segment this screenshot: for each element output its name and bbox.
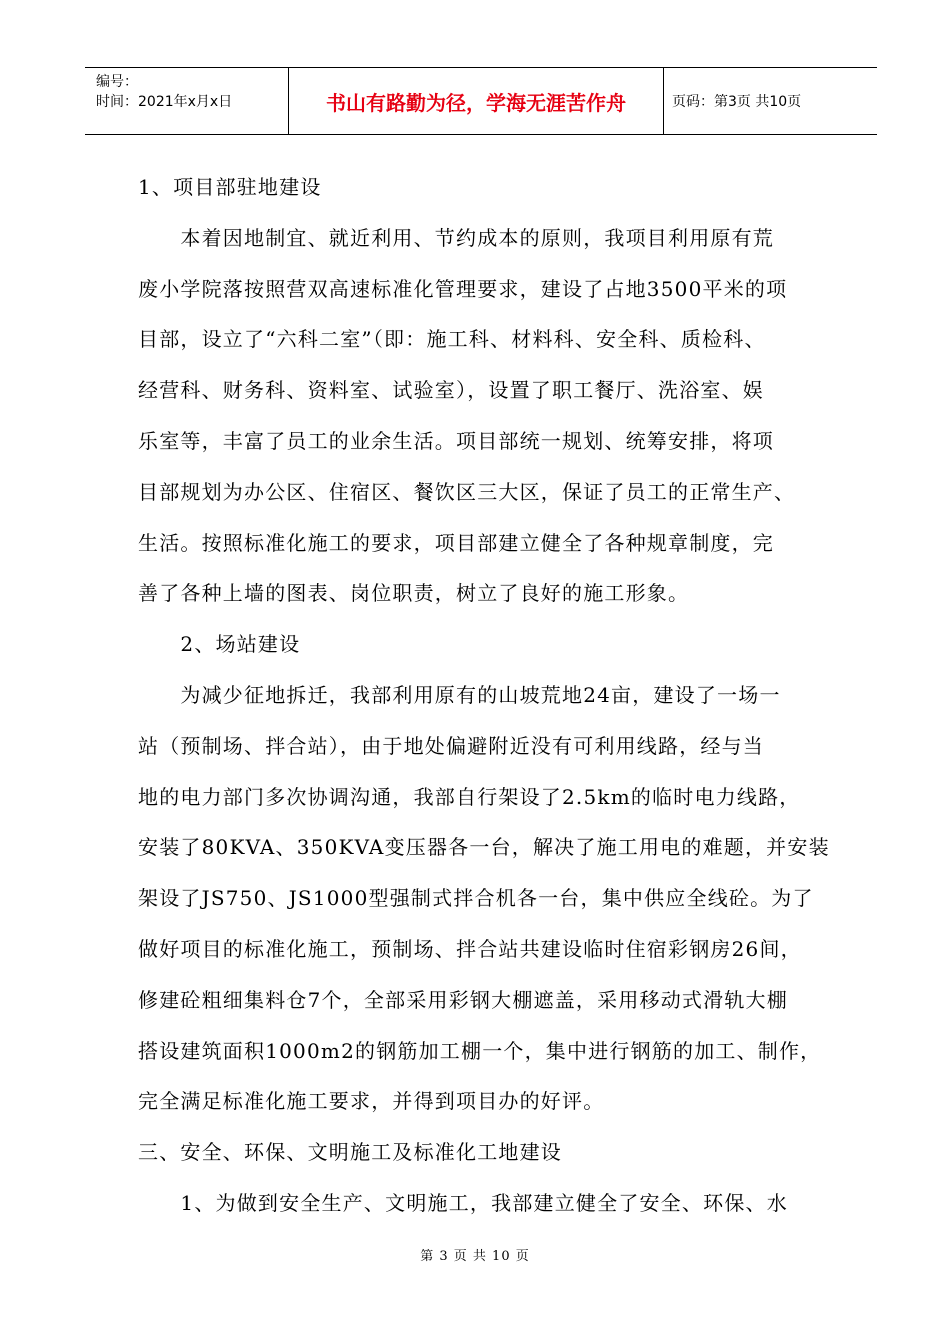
section-heading: 三、安全、环保、文明施工及标准化工地建设 [138, 1140, 562, 1165]
body-line: 目部，设立了“六科二室”（即：施工科、材料科、安全科、质检科、 [138, 327, 766, 352]
body-line: 完全满足标准化施工要求，并得到项目办的好评。 [138, 1089, 605, 1114]
body-line: 修建砼粗细集料仓7个，全部采用彩钢大棚遮盖，采用移动式滑轨大棚 [138, 987, 788, 1012]
page-header [85, 67, 877, 135]
header-slogan: 书山有路勤为径，学海无涯苦作舟 [288, 68, 664, 134]
body-line: 目部规划为办公区、住宿区、餐饮区三大区，保证了员工的正常生产、 [138, 479, 796, 504]
body-line: 做好项目的标准化施工，预制场、拌合站共建设临时住宿彩钢房26间， [138, 936, 802, 961]
body-line: 善了各种上墙的图表、岗位职责，树立了良好的施工形象。 [138, 581, 690, 606]
body-line: 经营科、财务科、资料室、试验室），设置了职工餐厅、洗浴室、娱 [138, 378, 764, 403]
body-line: 站（预制场、拌合站），由于地处偏避附近没有可利用线路，经与当 [138, 733, 764, 758]
header-page-info: 页码：第3页 共10页 [672, 94, 802, 110]
body-line: 地的电力部门多次协调沟通，我部自行架设了2.5km的临时电力线路， [138, 784, 801, 809]
body-line: 生活。按照标准化施工的要求，项目部建立健全了各种规章制度，完 [138, 530, 774, 555]
body-line: 为减少征地拆迁，我部利用原有的山坡荒地24亩，建设了一场一 [138, 682, 781, 707]
document-body [138, 162, 838, 1229]
section-heading: 1、项目部驻地建设 [138, 175, 322, 199]
body-line: 废小学院落按照营双高速标准化管理要求，建设了占地3500平米的项 [138, 276, 788, 301]
body-line: 本着因地制宜、就近利用、节约成本的原则，我项目利用原有荒 [138, 225, 774, 250]
header-meta [85, 68, 288, 134]
number-label: 编号： [96, 74, 138, 90]
page-footer: 第 3 页 共 10 页 [420, 1249, 530, 1264]
body-line: 安装了80KVA、350KVA变压器各一台，解决了施工用电的难题，并安装 [138, 835, 830, 860]
section-heading: 2、场站建设 [138, 632, 301, 657]
body-line: 搭设建筑面积1000m2的钢筋加工棚一个，集中进行钢筋的加工、制作， [138, 1038, 822, 1063]
body-line: 乐室等，丰富了员工的业余生活。项目部统一规划、统筹安排，将项 [138, 428, 774, 453]
body-line: 1、为做到安全生产、文明施工，我部建立健全了安全、环保、水 [138, 1190, 788, 1215]
body-line: 架设了JS750、JS1000型强制式拌合机各一台，集中供应全线砼。为了 [138, 886, 814, 911]
time-label: 时间：2021年x月x日 [96, 94, 233, 110]
